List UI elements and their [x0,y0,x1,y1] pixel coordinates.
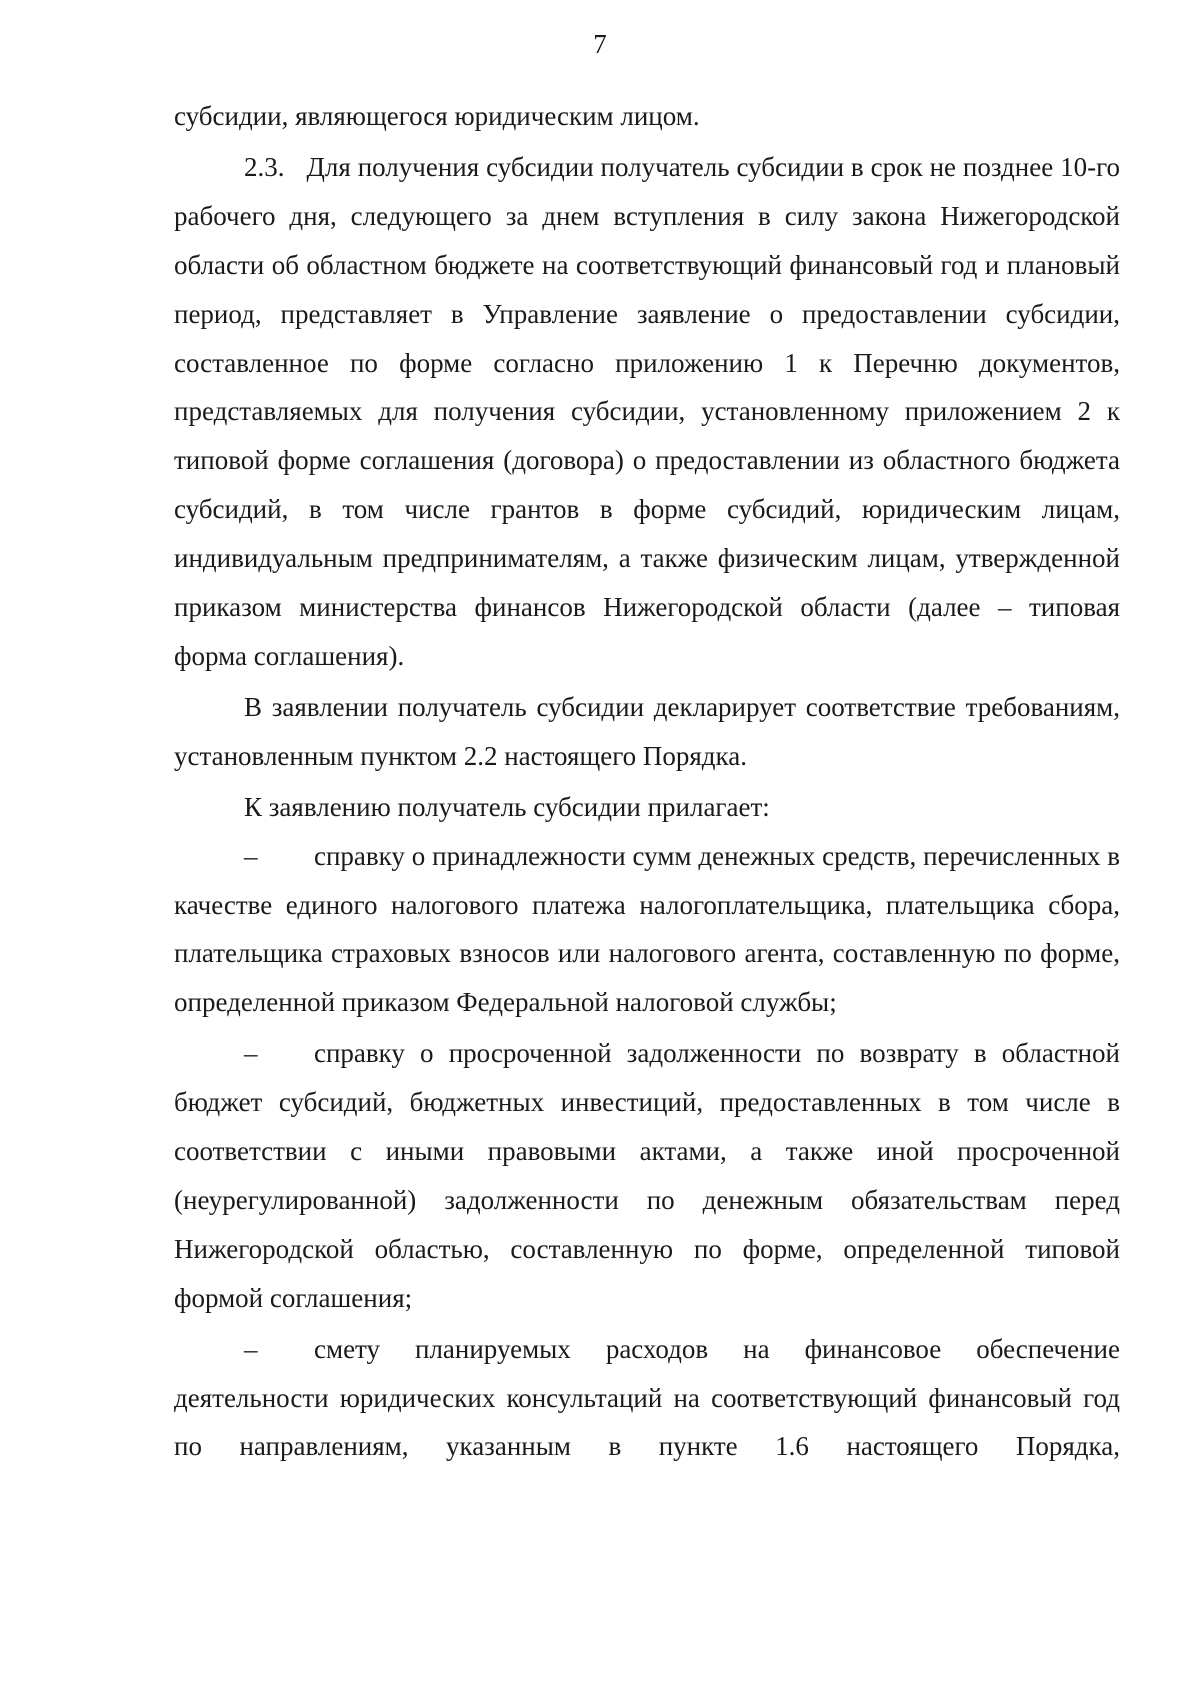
page-number: 7 [593,29,607,59]
paragraph-number: 2.3. [244,151,285,182]
list-item [174,832,1120,1028]
list-item [174,1325,1120,1472]
paragraph-text: Для получения субсидии получатель субсидии в срок не позднее 10-го рабочего дня, следующего за днем вступления в силу закона Нижегородской области об областном бюджете на соответствующий финансовый год и плановый период, представляет в Управление заявление о предоставлении субсидии, составленное по форме согласно приложению 1 к Перечню документов, представляемых для получения субсидии, установленному приложением 2 к типовой форме соглашения (договора) о предоставлении из областного бюджета субсидий, в том числе грантов в форме субсидий, юридическим лицам, индивидуальным предпринимателям, а также физическим лицам, утвержденной приказом министерства финансов Нижегородской области (далее – типовая форма соглашения). [174,151,1120,671]
paragraph-declaration: В заявлении получатель субсидии декларирует соответствие требованиям, установленным пунктом 2.2 настоящего Порядка. [174,691,1120,771]
paragraph-2-3 [174,143,1120,681]
paragraph-continuation: субсидии, являющегося юридическим лицом. [174,101,700,131]
paragraph-attachments-intro: К заявлению получатель субсидии прилагает: [244,791,770,822]
dash-bullet: – [244,840,258,871]
dash-bullet: – [244,1038,258,1069]
list-item-text: справку о принадлежности сумм денежных средств, перечисленных в качестве единого налогового платежа налогоплательщика, плательщика сбора, плательщика страховых взносов или налогового агента, составленную по форме, определенной приказом Федеральной налоговой службы; [174,840,1120,1018]
list-item [174,1029,1120,1322]
dash-bullet: – [244,1333,258,1364]
list-item-text: справку о просроченной задолженности по возврату в областной бюджет субсидий, бюджетных инвестиций, предоставленных в том числе в соответствии с иными правовыми актами, а также иной просроченной (неурегулированной) задолженности по денежным обязательствам перед Нижегородской областью, составленную по форме, определенной типовой формой соглашения; [174,1038,1120,1313]
document-body [174,92,1120,1471]
list-item-text: смету планируемых расходов на финансовое обеспечение деятельности юридических консультаций на соответствующий финансовый год по направлениям, указанным в пункте 1.6 настоящего Порядка, [174,1333,1120,1462]
